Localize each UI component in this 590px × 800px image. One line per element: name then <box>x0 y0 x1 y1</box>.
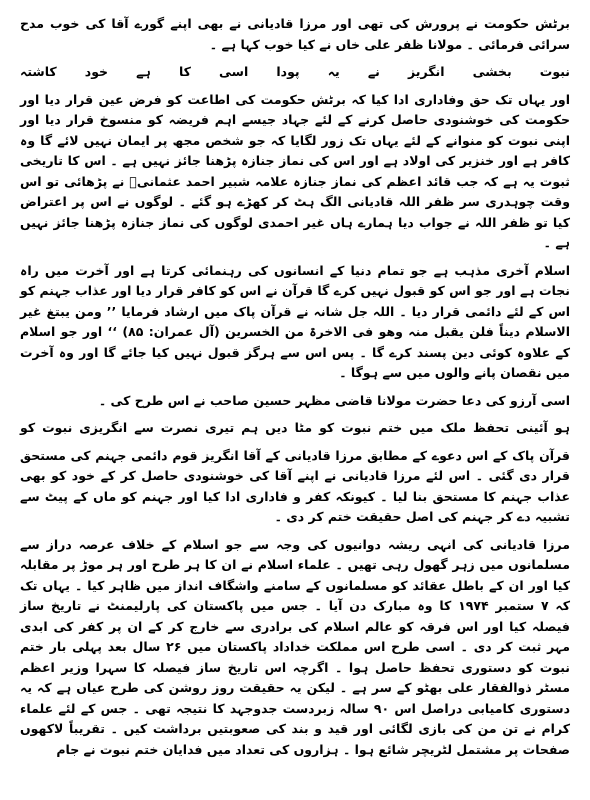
paragraph-5: قرآن پاک کے اس دعوے کے مطابق مرزا قادیانی کے آقا انگریز قوم دائمی جہنم کی مستحق قرار دی گئی ۔ اس لئے مرزا قادیانی نے اپنے آقا کی خوشنودی حاصل کر کے خود کو بھی عذاب جہنم کا مستحق بنا لیا ۔ کیونکہ کفر و فاداری ادا کیا اور جہنم کو ماں کے پیٹ سے تشبیہ دے کر جہنم کی اصل حقیقت ختم کر دی ۔ <box>20 447 570 524</box>
paragraph-6: مرزا قادیانی کی انہی ریشہ دوانیوں کی وجہ سے جو اسلام کے خلاف عرصہ دراز سے مسلمانوں میں زہر گھول رہی تھیں ۔ علماء اسلام نے ان کا ہر طرح اور ہر موڑ پر مقابلہ کیا اور ان کے باطل عقائد کو مسلمانوں کے سامنے واشگاف انداز میں ظاہر کیا ۔ یہاں تک کہ ۷ ستمبر ۱۹۷۴ کا وہ مبارک دن آیا ۔ جس میں پاکستان کی پارلیمنٹ نے تاریخ ساز فیصلہ کیا اور اس فرقہ کو عالم اسلام کی برادری سے خارج کر کے ان پر کفر کی ابدی مہر ثبت کر دی ۔ اسی طرح اس مملکت خداداد پاکستان میں ۲۶ سال بعد پہلی بار ختم نبوت کو دستوری تحفظ حاصل ہوا ۔ اگرچہ اس تاریخ ساز فیصلہ کا سہرا وزیر اعظم مسٹر ذوالفقار علی بھٹو کے سر ہے ۔ لیکن یہ حقیقت روز روشن کی طرح عیاں ہے کہ یہ دستوری کامیابی دراصل اس ۹۰ سالہ زبردست جدوجہد کا نتیجہ تھی ۔ جس کے لئے علماء کرام نے تن من کی بازی لگائی اور قید و بند کی صعوبتیں برداشت کیں ۔ تقریباً لاکھوں صفحات پر مشتمل لٹریچر شائع ہوا ۔ ہزاروں کی تعداد میں فدایان ختم نبوت نے جام <box>20 536 571 757</box>
verse-line-2: ہو آئینی تحفظ ملک میں ختم نبوت کو مٹا دیں ہم تیری نصرت سے انگریزی نبوت کو <box>20 420 570 435</box>
paragraph-4: اسی آرزو کی دعا حضرت مولانا قاضی مظہر حسین صاحب نے اس طرح کی ۔ <box>98 392 570 408</box>
verse-line-1: نبوت بخشی انگریز نے یہ پودا اسی کا ہے خود کاشتہ <box>20 64 570 79</box>
paragraph-3: اسلام آخری مذہب ہے جو تمام دنیا کے انسانوں کی رہنمائی کرتا ہے اور آخرت میں راہ نجات ہے اور جو اس کو قبول نہیں کرے گا قرآن نے اس کو کافر قرار دیا اور عذاب جہنم کو اس کے لئے دائمی قرار دیا ۔ اللہ جل شانہ نے قرآن پاک میں ارشاد فرمایا ’’ ومن یبتغ غیر الاسلام دیناً فلن یقبل منہ وھو فی الاخرۃ من الخسرین (آل عمران: ۸۵) ‘‘ اور جو اسلام کے علاوہ کوئی دین پسند کرے گا ۔ پس اس سے ہرگز قبول نہیں کیا جائے گا اور وہ آخرت میں نقصان پانے والوں میں سے ہوگا ۔ <box>20 262 570 380</box>
paragraph-2: اور یہاں تک حق وفاداری ادا کیا کہ برٹش حکومت کی اطاعت کو فرض عین قرار دیا اور حکومت کی خوشنودی حاصل کرنے کے لئے جہاد جیسے اہم فریضہ کو منسوخ قرار دیا اور اپنی نبوت کو منوانے کے لئے یہاں تک زور لگایا کہ جو شخص مجھ پر ایمان نہیں لائے گا وہ کافر ہے اور خنزیر کی اولاد ہے اور اس کی نماز جنازہ پڑھنا جائز نہیں ہے ۔ اس کا تاریخی ثبوت یہ ہے کہ جب قائد اعظم کی نماز جنازہ علامہ شبیر احمد عثمانیؒ نے پڑھائی تو اس وقت چوہدری سر ظفر اللہ قادیانی الگ ہٹ کر کھڑے ہو گئے ۔ لوگوں نے اس پر اعتراض کیا تو ظفر اللہ نے جواب دیا ہمارے ہاں غیر احمدی لوگوں کی نماز جنازہ پڑھنا جائز نہیں ہے ۔ <box>20 91 570 250</box>
paragraph-1: برٹش حکومت نے پرورش کی تھی اور مرزا قادیانی نے بھی اپنے گورے آقا کی خوب مدح سرائی فرمائی ۔ مولانا ظفر علی خاں نے کیا خوب کہا ہے ۔ <box>20 16 570 52</box>
